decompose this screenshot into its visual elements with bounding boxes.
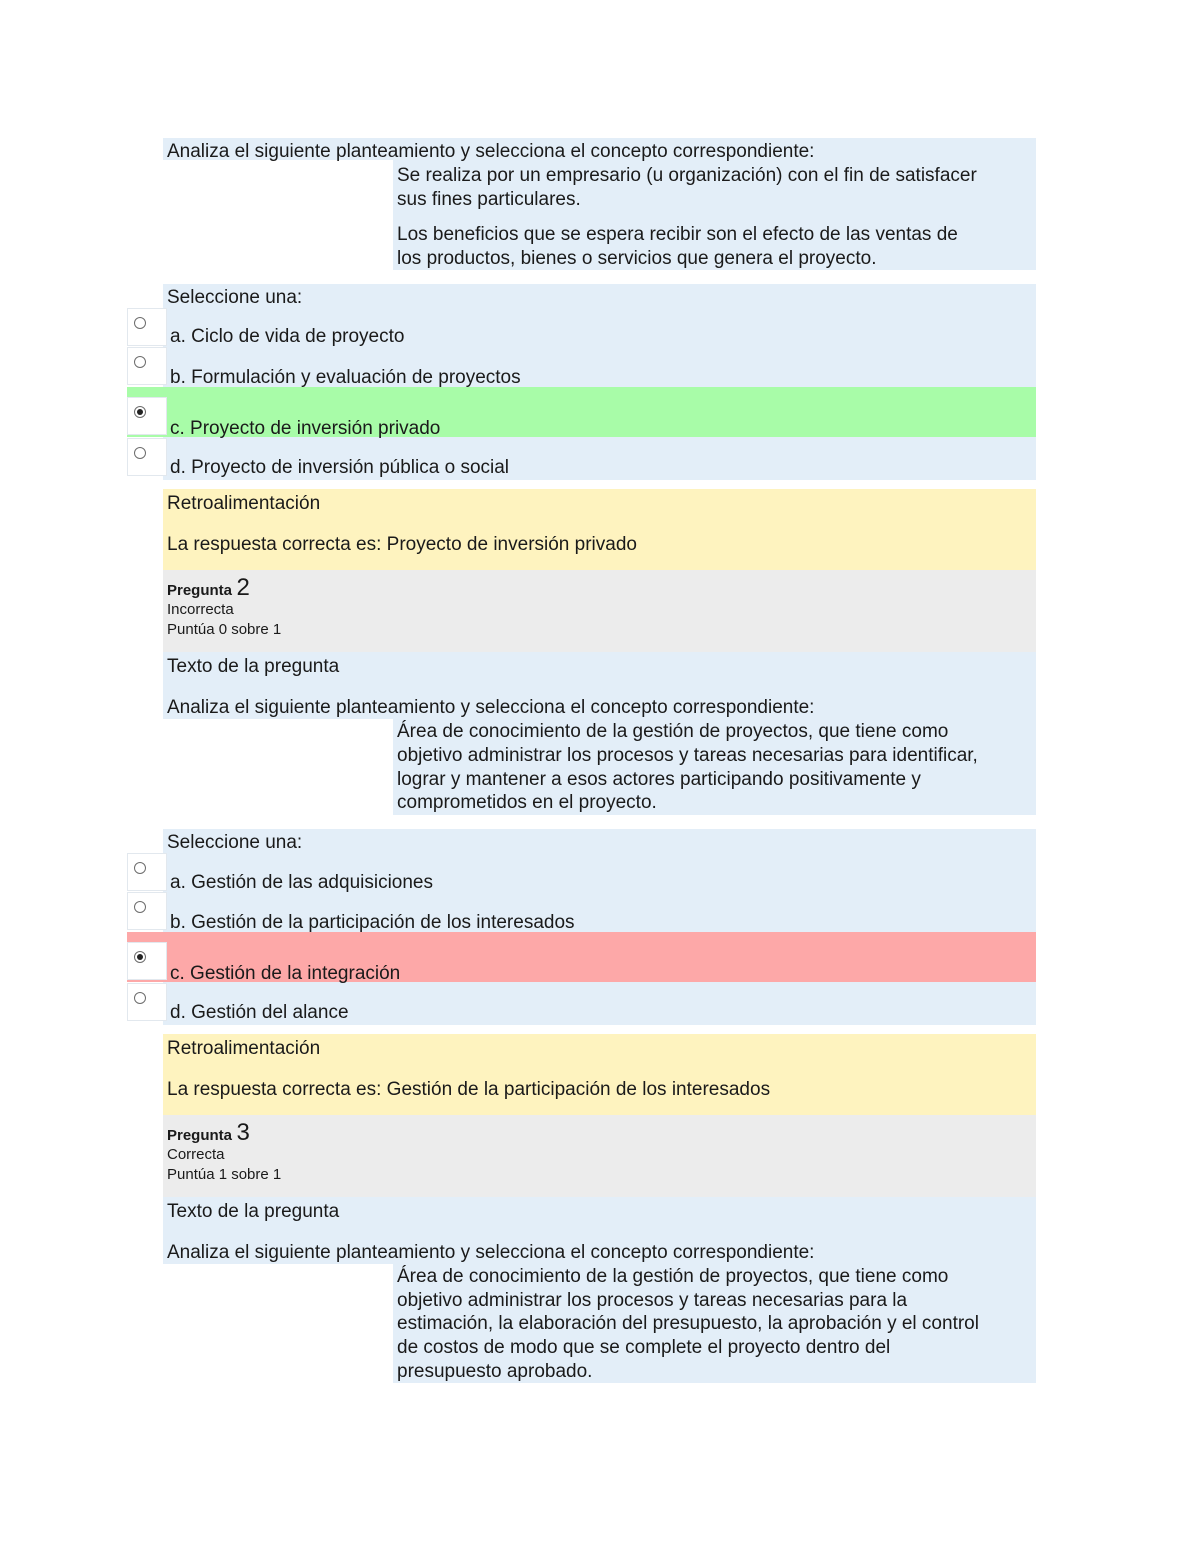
q1-option-label[interactable]: d. Proyecto de inversión pública o social	[170, 457, 510, 478]
q2-radio-c-box[interactable]	[127, 942, 167, 980]
radio-unchecked-icon[interactable]	[134, 317, 146, 329]
q3-info-box	[163, 1115, 1036, 1197]
q1-body-line: Se realiza por un empresario (u organización) con el fin de satisfacer	[397, 165, 977, 186]
q2-select-label: Seleccione una:	[167, 832, 303, 853]
q3-status: Correcta	[167, 1146, 225, 1163]
q2-option-label[interactable]: c. Gestión de la integración	[170, 963, 401, 984]
q3-body-line: presupuesto aprobado.	[397, 1361, 593, 1382]
q2-score: Puntúa 0 sobre 1	[167, 621, 282, 638]
radio-unchecked-icon[interactable]	[134, 992, 146, 1004]
q3-prompt: Analiza el siguiente planteamiento y selecciona el concepto correspondiente:	[167, 1242, 815, 1263]
q2-feedback-title: Retroalimentación	[167, 1038, 321, 1059]
q2-text-title: Texto de la pregunta	[167, 656, 340, 677]
q2-body-line: comprometidos en el proyecto.	[397, 792, 657, 813]
q1-body-line: los productos, bienes o servicios que genera el proyecto.	[397, 248, 877, 269]
q1-option-label[interactable]: b. Formulación y evaluación de proyectos	[170, 367, 521, 388]
q1-feedback-text: La respuesta correcta es: Proyecto de inversión privado	[167, 534, 637, 555]
q1-radio-b-box[interactable]	[127, 347, 167, 385]
q1-radio-c-box[interactable]	[127, 397, 167, 435]
q1-body-line: sus fines particulares.	[397, 189, 581, 210]
q2-body-line: lograr y mantener a esos actores participando positivamente y	[397, 769, 921, 790]
q2-option-label[interactable]: d. Gestión del alance	[170, 1002, 349, 1023]
radio-unchecked-icon[interactable]	[134, 862, 146, 874]
q1-prompt: Analiza el siguiente planteamiento y selecciona el concepto correspondiente:	[167, 141, 815, 162]
q2-radio-b-box[interactable]	[127, 892, 167, 930]
q1-radio-a-box[interactable]	[127, 308, 167, 346]
q1-radio-d-box[interactable]	[127, 438, 167, 476]
q2-option-label[interactable]: b. Gestión de la participación de los interesados	[170, 912, 575, 933]
q2-prompt: Analiza el siguiente planteamiento y selecciona el concepto correspondiente:	[167, 697, 815, 718]
q2-heading	[167, 574, 250, 602]
q3-question-label: Pregunta	[167, 1127, 233, 1144]
radio-checked-icon[interactable]	[134, 951, 146, 963]
q3-score: Puntúa 1 sobre 1	[167, 1166, 282, 1183]
radio-checked-icon[interactable]	[134, 406, 146, 418]
q3-body-line: Área de conocimiento de la gestión de proyectos, que tiene como	[397, 1266, 949, 1287]
q2-body-line: Área de conocimiento de la gestión de proyectos, que tiene como	[397, 721, 949, 742]
q3-body-line: objetivo administrar los procesos y tareas necesarias para la	[397, 1290, 908, 1311]
q2-radio-a-box[interactable]	[127, 853, 167, 891]
q1-body-line: Los beneficios que se espera recibir son el efecto de las ventas de	[397, 224, 958, 245]
q2-feedback-text: La respuesta correcta es: Gestión de la participación de los interesados	[167, 1079, 771, 1100]
q2-question-label: Pregunta	[167, 582, 233, 599]
q1-feedback-title: Retroalimentación	[167, 493, 321, 514]
q2-body-line: objetivo administrar los procesos y tareas necesarias para identificar,	[397, 745, 978, 766]
q3-body-line: estimación, la elaboración del presupuesto, la aprobación y el control	[397, 1313, 979, 1334]
q2-question-number: 2	[236, 574, 250, 601]
q1-option-label[interactable]: a. Ciclo de vida de proyecto	[170, 326, 405, 347]
q2-status: Incorrecta	[167, 601, 234, 618]
q2-info-box	[163, 570, 1036, 652]
radio-unchecked-icon[interactable]	[134, 447, 146, 459]
radio-unchecked-icon[interactable]	[134, 356, 146, 368]
q1-option-label[interactable]: c. Proyecto de inversión privado	[170, 418, 441, 439]
radio-unchecked-icon[interactable]	[134, 901, 146, 913]
q3-heading	[167, 1119, 250, 1147]
q3-question-number: 3	[236, 1119, 250, 1146]
q3-body-line: de costos de modo que se complete el proyecto dentro del	[397, 1337, 891, 1358]
q2-option-label[interactable]: a. Gestión de las adquisiciones	[170, 872, 433, 893]
q2-radio-d-box[interactable]	[127, 983, 167, 1021]
q1-select-label: Seleccione una:	[167, 287, 303, 308]
q3-text-title: Texto de la pregunta	[167, 1201, 340, 1222]
